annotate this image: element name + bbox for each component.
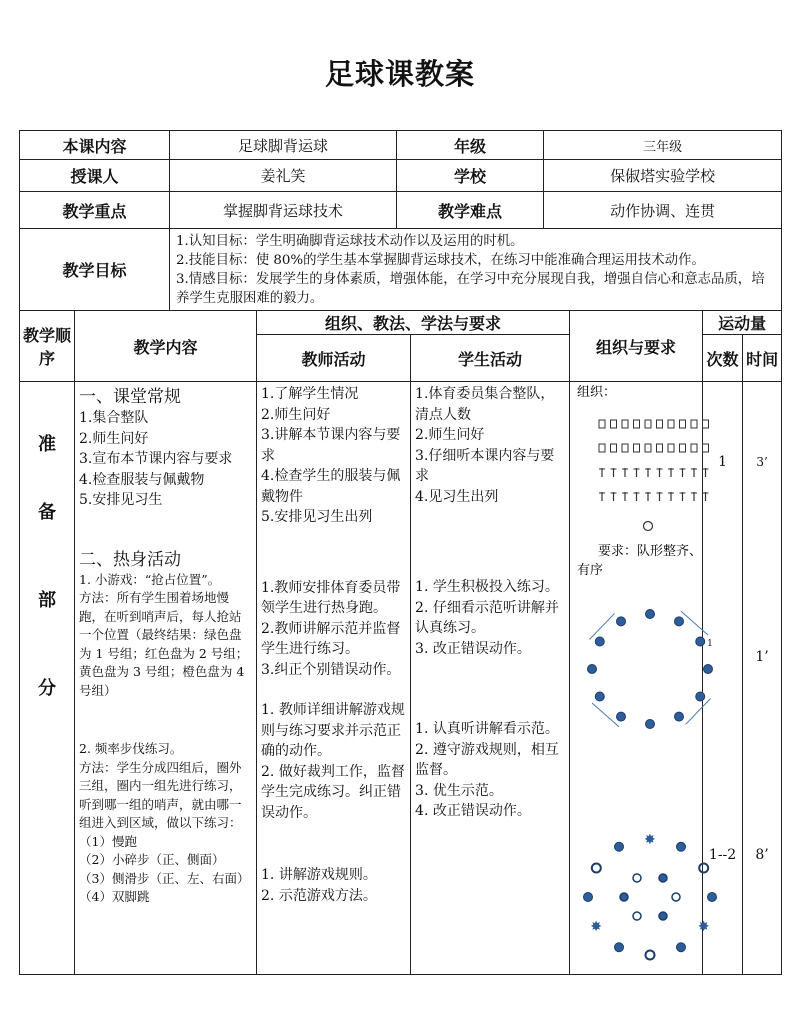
teacher-item: 1.了解学生情况 xyxy=(261,386,359,402)
jog-circle-diagram xyxy=(588,610,713,729)
student-icon xyxy=(622,420,628,428)
drill-item: （4）双脚跳 xyxy=(79,889,150,904)
duration-part2: 1’ xyxy=(755,649,769,665)
student-item: 4.见习生出列 xyxy=(415,488,499,505)
student-item: 2. 遵守游戏规则，相互监督。 xyxy=(415,741,559,778)
student-icon xyxy=(645,420,651,428)
content-label: 本课内容 xyxy=(20,131,170,160)
student-icon xyxy=(691,444,697,452)
student-formation-icon xyxy=(599,420,709,501)
content-value: 足球脚背运球 xyxy=(170,131,397,160)
load-header: 运动量 xyxy=(703,311,782,335)
student-dot-icon xyxy=(617,712,626,721)
lesson-plan-table xyxy=(19,130,782,975)
student-dot-icon xyxy=(615,943,624,952)
inner-disc-icon xyxy=(633,874,641,882)
list-item: 2.师生问好 xyxy=(79,430,149,447)
teacher-marker-icon xyxy=(644,522,653,531)
disc-icon xyxy=(646,951,655,960)
teacher-activity-cell xyxy=(257,382,411,975)
teacher-item: 2.师生问好 xyxy=(261,406,331,423)
stage-label: 准 备 部 分 xyxy=(20,382,75,975)
grade-value: 三年级 xyxy=(544,131,782,160)
student-dot-icon xyxy=(615,842,624,851)
student-item: 4. 改正错误动作。 xyxy=(415,803,531,819)
inner-disc-icon xyxy=(659,912,667,920)
game-desc: 方法：所有学生围着场地慢跑，在听到哨声后，每人抢站一个位置（最终结果：绿色盘为 1 号组；红色盘为 2 号组；黄色盘为 3 号组；橙色盘为 4 号组） xyxy=(79,590,249,698)
times-header: 次数 xyxy=(703,335,743,382)
drill-item: （2）小碎步（正、侧面） xyxy=(79,852,225,867)
goal-item: 2.技能目标：使 80%的学生基本掌握脚背运球技术，在练习中能准确合理运用技术动作。 xyxy=(176,252,705,268)
difficulty-value: 动作协调、连贯 xyxy=(544,192,782,229)
run-direction-arrow-icon xyxy=(589,614,614,640)
teacher-value: 姜礼笑 xyxy=(170,160,397,192)
page-title: 足球课教案 xyxy=(324,57,475,91)
times-cell xyxy=(703,382,743,975)
student-icon xyxy=(691,420,697,428)
org-requirement-line1: 要求：队形整齐、 xyxy=(598,544,703,559)
student-item: 2. 仔细看示范听讲解并认真练习。 xyxy=(415,599,559,636)
student-icon xyxy=(634,420,640,428)
times-part2-mark: 1 xyxy=(707,639,713,649)
run-direction-arrow-icon xyxy=(592,703,619,727)
student-dot-icon xyxy=(595,692,604,701)
student-activity-header: 学生活动 xyxy=(411,335,570,382)
student-icon xyxy=(668,444,674,452)
content-header: 教学内容 xyxy=(75,311,257,382)
student-dot-icon xyxy=(677,842,686,851)
teacher-item: 2.教师讲解示范并监督学生进行练习。 xyxy=(261,620,401,657)
duration-part1: 3’ xyxy=(756,455,768,469)
student-icon xyxy=(622,444,628,452)
school-value: 保俶塔实验学校 xyxy=(544,160,782,192)
student-item: 1.体育委员集合整队，清点人数 xyxy=(415,386,555,423)
list-item: 1.集合整队 xyxy=(79,410,149,426)
teacher-item: 1.教师安排体育委员带领学生进行热身跑。 xyxy=(261,579,401,616)
key-label: 教学重点 xyxy=(20,192,170,229)
list-item: 5.安排见习生 xyxy=(79,492,163,508)
star-marker-icon: ✸ xyxy=(644,832,656,848)
student-icon xyxy=(599,420,605,428)
duration-cell xyxy=(743,382,782,975)
student-icon xyxy=(645,444,651,452)
drill-desc: 方法：学生分成四组后，圈外三组，圈内一组先进行练习，听到哪一组的哨声，就由哪一组进入到区域，做以下练习： xyxy=(79,759,242,830)
teacher-item: 3.讲解本节课内容与要求 xyxy=(261,427,401,464)
student-item: 3. 优生示范。 xyxy=(415,782,503,799)
star-marker-icon: ✸ xyxy=(590,919,603,935)
student-item: 1. 认真听讲解看示范。 xyxy=(415,721,559,737)
grade-label: 年级 xyxy=(397,131,544,160)
student-dot-icon xyxy=(595,637,604,646)
student-icon xyxy=(668,420,674,428)
teacher-item: 4.检查学生的服装与佩戴物件 xyxy=(261,468,401,505)
content-cell xyxy=(75,382,257,975)
key-value: 掌握脚背运球技术 xyxy=(170,192,397,229)
student-item: 3. 改正错误动作。 xyxy=(415,640,531,657)
student-dot-icon xyxy=(677,943,686,952)
student-icon xyxy=(657,444,663,452)
list-item: 3.宣布本节课内容与要求 xyxy=(79,451,233,467)
drill-title: 2. 频率步伐练习。 xyxy=(79,741,183,756)
student-icon xyxy=(599,444,605,452)
school-label: 学校 xyxy=(397,160,544,192)
teacher-activity-header: 教师活动 xyxy=(257,335,411,382)
order-header: 教学顺序 xyxy=(20,311,75,382)
position-game-diagram xyxy=(584,832,717,960)
student-activity-cell xyxy=(411,382,570,975)
inner-disc-icon xyxy=(620,893,628,901)
student-dot-icon xyxy=(588,665,597,674)
times-part1: 1 xyxy=(718,454,728,470)
student-icon xyxy=(634,444,640,452)
student-icon xyxy=(611,444,617,452)
duration-part3: 8’ xyxy=(755,847,769,863)
student-icon xyxy=(680,444,686,452)
teacher-item: 2. 做好裁判工作，监督学生完成练习。纠正错误动作。 xyxy=(261,763,405,821)
student-icon xyxy=(680,420,686,428)
difficulty-label: 教学难点 xyxy=(397,192,544,229)
student-icon xyxy=(657,420,663,428)
student-dot-icon xyxy=(646,610,655,619)
student-dot-icon xyxy=(617,617,626,626)
inner-disc-icon xyxy=(633,912,641,920)
student-icon xyxy=(611,420,617,428)
teacher-item: 2. 示范游戏方法。 xyxy=(261,887,377,904)
student-dot-icon xyxy=(584,893,593,902)
teacher-item: 1. 教师详细讲解游戏规则与练习要求并示范正确的动作。 xyxy=(261,702,405,759)
org-label: 组织： xyxy=(577,385,617,400)
game-title: 1. 小游戏：“抢占位置”。 xyxy=(79,571,221,587)
org-header: 组织与要求 xyxy=(570,311,703,382)
student-dot-icon xyxy=(675,712,684,721)
goal-item: 1.认知目标：学生明确脚背运球技术动作以及运用的时机。 xyxy=(176,233,524,249)
star-marker-icon: ✸ xyxy=(697,919,710,935)
drill-item: （1）慢跑 xyxy=(79,833,137,849)
student-item: 1. 学生积极投入练习。 xyxy=(415,579,559,595)
inner-disc-icon xyxy=(659,874,667,882)
part1-heading: 一、课堂常规 xyxy=(79,387,181,407)
org-cell xyxy=(570,382,710,975)
disc-icon xyxy=(592,864,601,873)
teacher-item: 1. 讲解游戏规则。 xyxy=(261,867,377,883)
goal-item: 3.情感目标：发展学生的身体素质，增强体能，在学习中充分展现自我，增强自信心和意志品质，培养学生克服困难的毅力。 xyxy=(176,271,765,306)
method-header: 组织、教法、学法与要求 xyxy=(257,311,570,335)
drill-item: （3）侧滑步（正、左、右面） xyxy=(79,870,250,886)
list-item: 4.检查服装与佩戴物 xyxy=(79,471,205,488)
student-dot-icon xyxy=(675,617,684,626)
teacher-item: 3.纠正个别错误动作。 xyxy=(261,661,401,678)
times-part3: 1--2 xyxy=(708,847,737,863)
student-dot-icon xyxy=(646,720,655,729)
org-requirement-line2: 有序 xyxy=(577,563,604,578)
duration-header: 时间 xyxy=(743,335,782,382)
student-item: 2.师生问好 xyxy=(415,427,485,443)
teacher-label: 授课人 xyxy=(20,160,170,192)
goal-label: 教学目标 xyxy=(20,229,170,311)
inner-disc-icon xyxy=(672,893,680,901)
student-item: 3.仔细听本课内容与要求 xyxy=(415,447,555,484)
part2-heading: 二、热身活动 xyxy=(79,549,181,570)
teacher-item: 5.安排见习生出列 xyxy=(261,509,373,525)
goal-list xyxy=(170,229,782,311)
